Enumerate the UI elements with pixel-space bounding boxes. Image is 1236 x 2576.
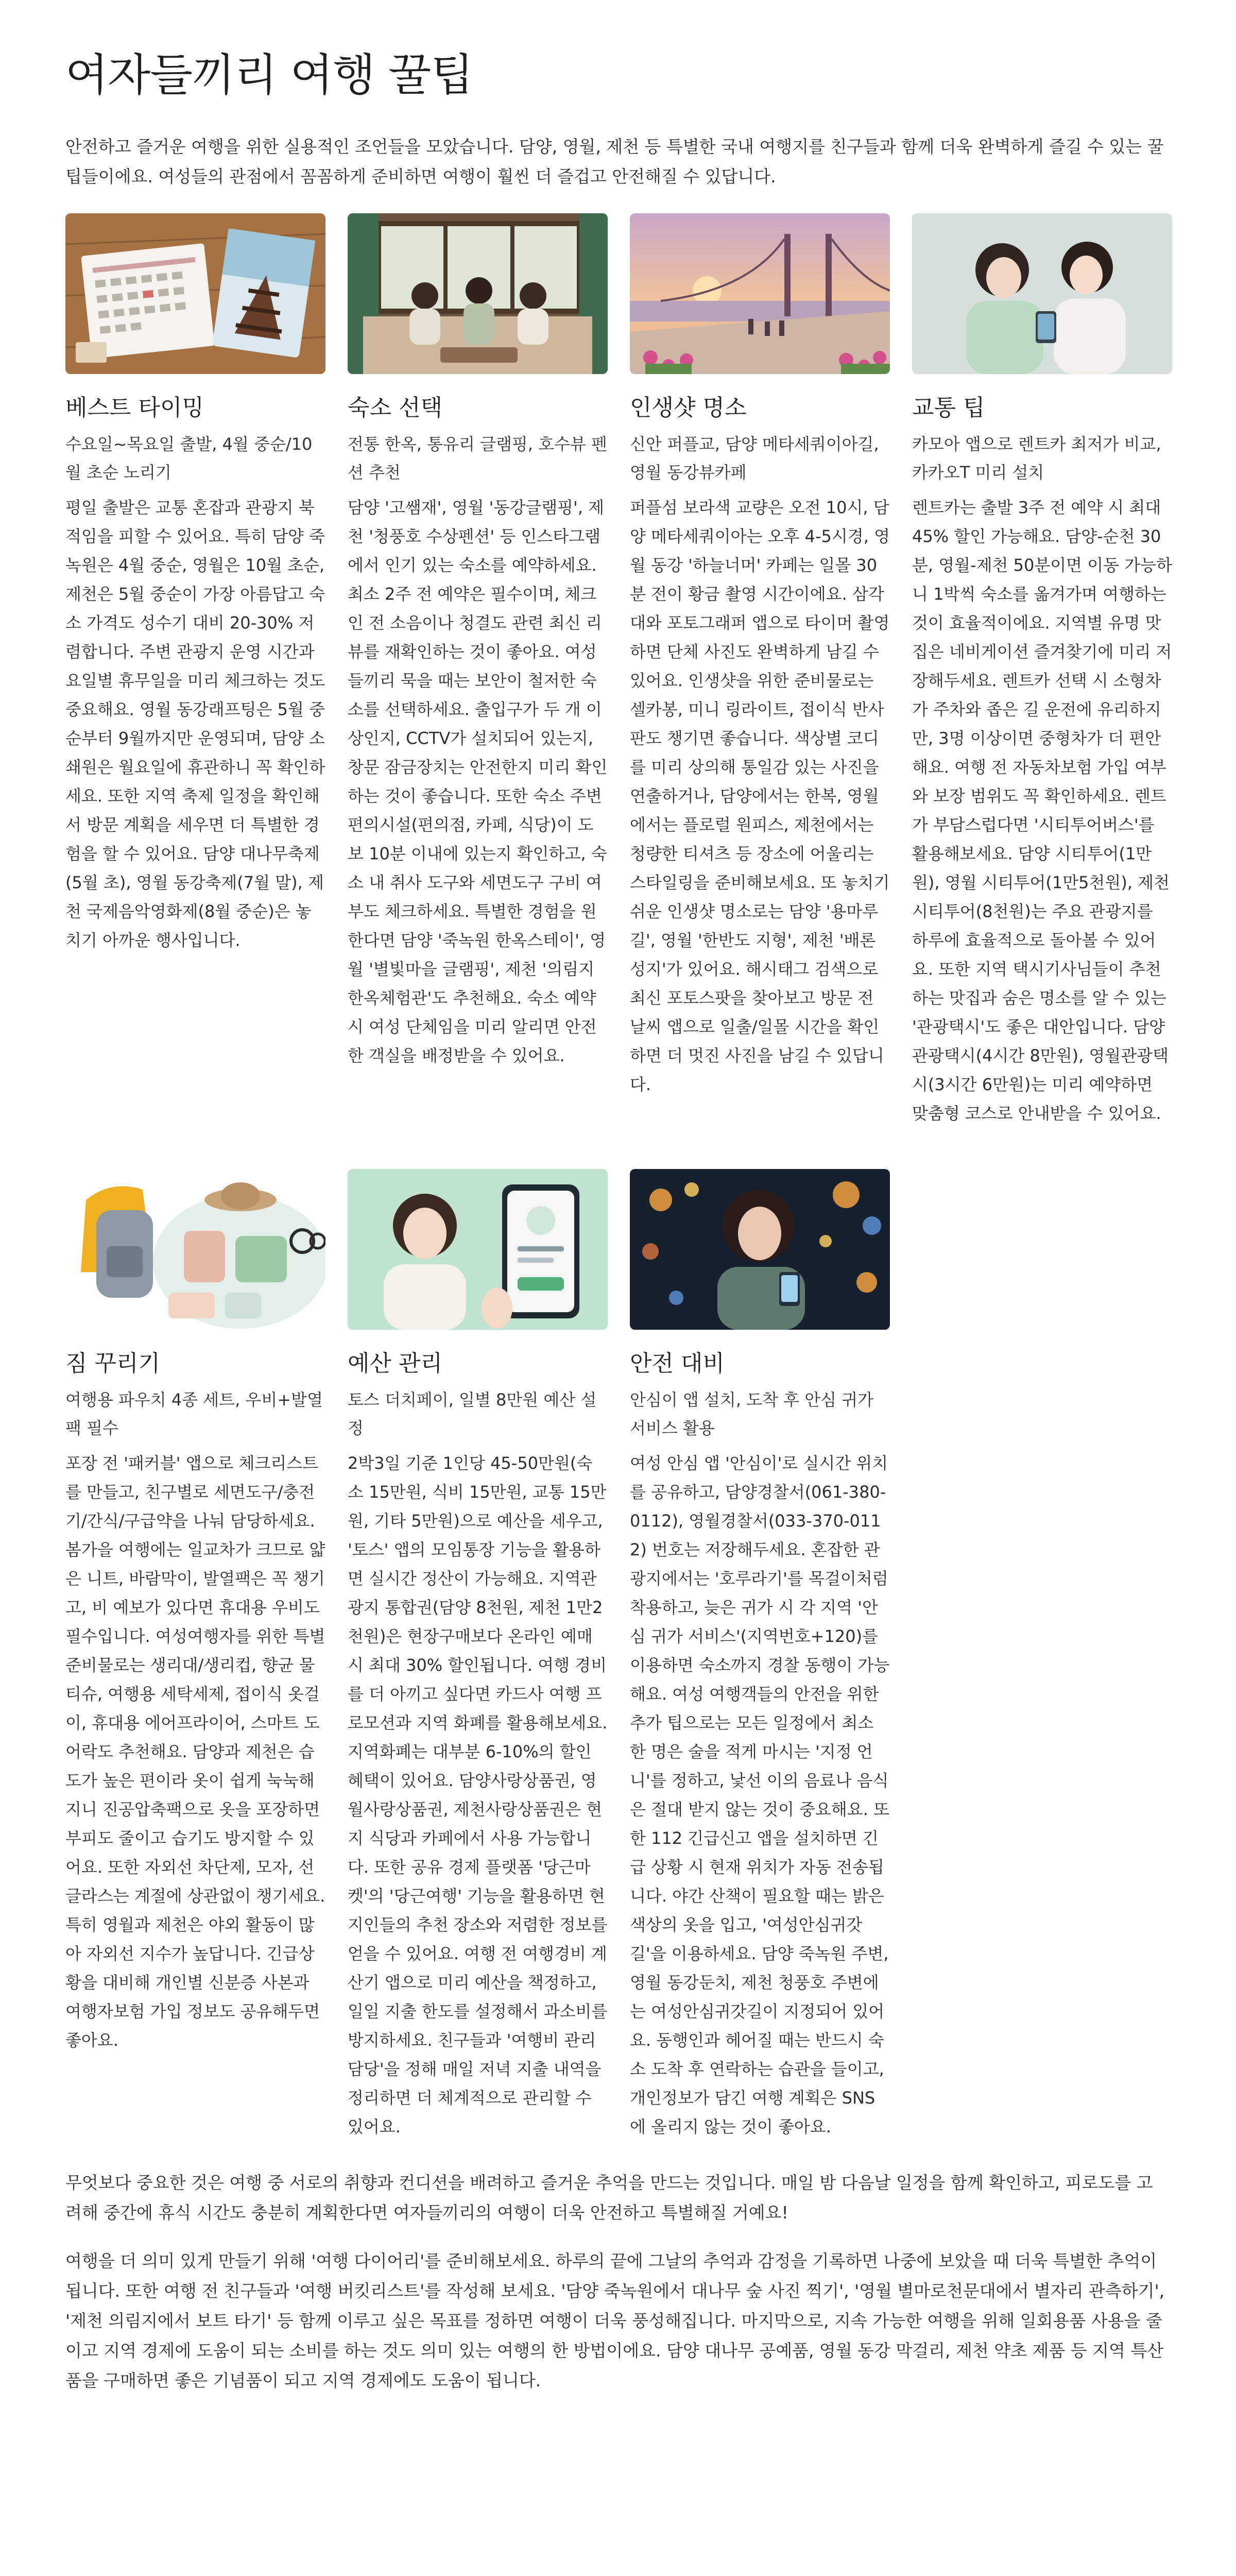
lodging-photo-illustration [348,213,608,374]
calendar-travel-photo [65,213,325,374]
card-subtitle: 카모아 앱으로 렌트카 최저가 비교, 카카오T 미리 설치 [912,434,1161,483]
card-body: 평일 출발은 교통 혼잡과 관광지 북적임을 피할 수 있어요. 특히 담양 죽녹원은 4월 중순, 영월은 10월 초순, 제천은 5월 중순이 가장 아름답고 숙소 가격도 성수기 대비 20-30% 저렴합니다. 주변 관광지 운영 시간과 요일별 휴무일을 미리 체크하는 것도 중요해요. 영월 동강래프팅은 5월 중순부터 9월까지만 운영되며, 담양 소쇄원은 월요일에 휴관하니 꼭 확인하세요. 또한 지역 축제 일정을 확인해서 방문 계획을 세우면 더 특별한 경험을 할 수 있어요. 담양 대나무축제(5월 초), 영월 동강축제(7월 말), 제천 국제음악영화제(8월 중순)은 놓치기 아까운 행사입니다. [65,498,325,951]
card-body: 렌트카는 출발 3주 전 예약 시 최대 45% 할인 가능해요. 담양-순천 30분, 영월-제천 50분이면 이동 가능하니 1박씩 숙소를 옮겨가며 여행하는 것이 효율적이에요. 지역별 유명 맛집은 네비게이션 즐겨찾기에 미리 저장해두세요. 렌트카 선택 시 소형차가 주차와 좁은 길 운전에 유리하지만, 3명 이상이면 중형차가 더 편안해요. 여행 전 자동차보험 가입 여부와 보장 범위도 꼭 확인하세요. 렌트가 부담스럽다면 '시티투어버스'를 활용해보세요. 담양 시티투어(1만원), 영월 시티투어(1만5천원), 제천 시티투어(8천원)는 주요 관광지를 하루에 효율적으로 돌아볼 수 있어요. 또한 지역 택시기사님들이 추천하는 맛집과 숨은 명소를 알 수 있는 '관광택시'도 좋은 대안입니다. 담양 관광택시(4시간 8만원), 영월관광택시(3시간 6만원)는 미리 예약하면 맞춤형 코스로 안내받을 수 있어요. [912,498,1172,1124]
bridge-photo-illustration [630,213,890,374]
intro-paragraph: 안전하고 즐거운 여행을 위한 실용적인 조언들을 모았습니다. 담양, 영월, 제천 등 특별한 국내 여행지를 친구들과 함께 더욱 완벽하게 즐길 수 있는 꿀팁들이에요. 여성들의 관점에서 꼼꼼하게 준비하면 여행이 훨씬 더 즐겁고 안전해질 수 있답니다. [65,137,1164,187]
card-title: 교통 팁 [912,395,985,421]
phone-friends-illustration [912,213,1172,374]
closing-paragraph: 여행을 더 의미 있게 만들기 위해 '여행 다이어리'를 준비해보세요. 하루의 끝에 그날의 추억과 감정을 기록하면 나중에 보았을 때 더욱 특별한 추억이 됩니다. 또한 여행 전 친구들과 '여행 버킷리스트'를 작성해 보세요. '담양 죽녹원에서 대나무 숲 사진 찍기', '영월 별마로천문대에서 별자리 관측하기', '제천 의림지에서 보트 타기' 등 함께 이루고 싶은 목표를 정하면 여행이 더욱 풍성해집니다. 마지막으로, 지속 가능한 여행을 위해 일회용품 사용을 줄이고 지역 경제에 도움이 되는 소비를 하는 것도 의미 있는 여행의 한 방법이에요. 담양 대나무 공예품, 영월 동강 막걸리, 제천 약초 제품 등 지역 특산품을 구매하면 좋은 기념품이 되고 지역 경제에도 도움이 됩니다. [65,2251,1165,2391]
tip-card-timing [65,213,325,1128]
friends-lodging-photo [348,213,608,374]
night-phone-illustration [630,1169,890,1330]
packing-illustration [65,1169,325,1330]
card-title: 인생샷 명소 [630,395,747,421]
card-subtitle: 안심이 앱 설치, 도착 후 안심 귀가 서비스 활용 [630,1390,874,1438]
tip-card-budget [348,1169,608,2141]
calendar-photo-illustration [65,213,325,374]
card-body: 포장 전 '패커블' 앱으로 체크리스트를 만들고, 친구별로 세면도구/충전기/간식/구급약을 나눠 담당하세요. 봄가을 여행에는 일교차가 크므로 얇은 니트, 바람막이, 발열팩은 꼭 챙기고, 비 예보가 있다면 휴대용 우비도 필수입니다. 여성여행자를 위한 특별 준비물로는 생리대/생리컵, 향균 물티슈, 여행용 세탁세제, 접이식 옷걸이, 휴대용 에어프라이어, 스마트 도어락도 추천해요. 담양과 제천은 습도가 높은 편이라 옷이 쉽게 눅눅해지니 진공압축팩으로 옷을 포장하면 부피도 줄이고 습기도 방지할 수 있어요. 또한 자외선 차단제, 모자, 선글라스는 계절에 상관없이 챙기세요. 특히 영월과 제천은 야외 활동이 많아 자외선 지수가 높답니다. 긴급상황을 대비해 개인별 신분증 사본과 여행자보험 가입 정보도 공유해두면 좋아요. [65,1453,325,2050]
card-body: 여성 안심 앱 '안심이'로 실시간 위치를 공유하고, 담양경찰서(061-380-0112), 영월경찰서(033-370-0112) 번호는 저장해두세요. 혼잡한 관광지에서는 '호루라기'를 목걸이처럼 착용하고, 늦은 귀가 시 각 지역 '안심 귀가 서비스'(지역번호+120)를 이용하면 숙소까지 경찰 동행이 가능해요. 여성 여행객들의 안전을 위한 추가 팁으로는 모든 일정에서 최소 한 명은 술을 적게 마시는 '지정 언니'를 정하고, 낯선 이의 음료나 음식은 절대 받지 않는 것이 중요해요. 또한 112 긴급신고 앱을 설치하면 긴급 상황 시 현재 위치가 자동 전송됩니다. 야간 산책이 필요할 때는 밝은 색상의 옷을 입고, '여성안심귀갓길'을 이용하세요. 담양 죽녹원 주변, 영월 동강둔치, 제천 청풍호 주변에는 여성안심귀갓길이 지정되어 있어요. 동행인과 헤어질 때는 반드시 숙소 도착 후 연락하는 습관을 들이고, 개인정보가 담긴 여행 계획은 SNS에 올리지 않는 것이 좋아요. [630,1453,890,2137]
card-subtitle: 수요일~목요일 출발, 4월 중순/10월 초순 노리기 [65,434,313,483]
tip-card-transport [912,213,1172,1128]
card-title: 짐 꾸리기 [65,1350,161,1377]
budget-app-photo [348,1169,608,1330]
card-title: 숙소 선택 [348,395,443,421]
tip-card-photo-spots [630,213,890,1128]
page-title: 여자들끼리 여행 꿀팁 [65,49,473,101]
tip-card-packing [65,1169,325,2141]
budget-app-illustration [348,1169,608,1330]
packing-items-photo [65,1169,325,1330]
card-subtitle: 토스 더치페이, 일별 8만원 예산 설정 [348,1390,597,1438]
card-subtitle: 여행용 파우치 4종 세트, 우비+발열팩 필수 [65,1390,323,1438]
tip-card-safety [630,1169,890,2141]
closing-section [65,2168,1169,2396]
night-phone-photo [630,1169,890,1330]
card-body: 2박3일 기준 1인당 45-50만원(숙소 15만원, 식비 15만원, 교통 15만원, 기타 5만원)으로 예산을 세우고, '토스' 앱의 모임통장 기능을 활용하면 실시간 정산이 가능해요. 지역관광지 통합권(담양 8천원, 제천 1만2천원)은 현장구매보다 온라인 예매 시 최대 30% 할인됩니다. 여행 경비를 더 아끼고 싶다면 카드사 여행 프로모션과 지역 화폐를 활용해보세요. 지역화폐는 대부분 6-10%의 할인 혜택이 있어요. 담양사랑상품권, 영월사랑상품권, 제천사랑상품권은 현지 식당과 카페에서 사용 가능합니다. 또한 공유 경제 플랫폼 '당근마켓'의 '당근여행' 기능을 활용하면 현지인들의 추천 장소와 저렴한 정보를 얻을 수 있어요. 여행 전 여행경비 계산기 앱으로 미리 예산을 책정하고, 일일 지출 한도를 설정해서 과소비를 방지하세요. 친구들과 '여행비 관리담당'을 정해 매일 저녁 지출 내역을 정리하면 더 체계적으로 관리할 수 있어요. [348,1453,608,2137]
card-title: 예산 관리 [348,1350,443,1377]
card-body: 퍼플섬 보라색 교량은 오전 10시, 담양 메타세쿼이아는 오후 4-5시경, 영월 동강 '하늘너머' 카페는 일몰 30분 전이 황금 촬영 시간이에요. 삼각대와 포토그래퍼 앱으로 타이머 촬영하면 단체 사진도 완벽하게 남길 수 있어요. 인생샷을 위한 준비물로는 셀카봉, 미니 링라이트, 접이식 반사판도 챙기면 좋습니다. 색상별 코디를 미리 상의해 통일감 있는 사진을 연출하거나, 담양에서는 한복, 영월에서는 플로럴 원피스, 제천에서는 청량한 티셔츠 등 장소에 어울리는 스타일링을 준비해보세요. 또 놓치기 쉬운 인생샷 명소로는 담양 '용마루길', 영월 '한반도 지형', 제천 '배론성지'가 있어요. 해시태그 검색으로 최신 포토스팟을 찾아보고 방문 전 날씨 앱으로 일출/일몰 시간을 확인하면 더 멋진 사진을 남길 수 있답니다. [630,498,890,1095]
card-subtitle: 전통 한옥, 통유리 글램핑, 호수뷰 펜션 추천 [348,434,607,483]
card-title: 베스트 타이밍 [65,395,204,421]
closing-paragraph: 무엇보다 중요한 것은 여행 중 서로의 취향과 컨디션을 배려하고 즐거운 추억을 만드는 것입니다. 매일 밤 다음날 일정을 함께 확인하고, 피로도를 고려해 중간에 휴식 시간도 충분히 계획한다면 여자들끼리의 여행이 더욱 안전하고 특별해질 거예요! [65,2173,1153,2223]
tips-grid [65,213,1172,2141]
friends-phone-photo [912,213,1172,374]
card-subtitle: 신안 퍼플교, 담양 메타세쿼이아길, 영월 동강뷰카페 [630,434,879,483]
bridge-sunset-photo [630,213,890,374]
tip-card-accommodation [348,213,608,1128]
card-body: 담양 '고쌤재', 영월 '동강글램핑', 제천 '청풍호 수상펜션' 등 인스타그램에서 인기 있는 숙소를 예약하세요. 최소 2주 전 예약은 필수이며, 체크인 전 소음이나 청결도 관련 최신 리뷰를 재확인하는 것이 좋아요. 여성들끼리 묵을 때는 보안이 철저한 숙소를 선택하세요. 출입구가 두 개 이상인지, CCTV가 설치되어 있는지, 창문 잠금장치는 안전한지 미리 확인하는 것이 좋습니다. 또한 숙소 주변 편의시설(편의점, 카페, 식당)이 도보 10분 이내에 있는지 확인하고, 숙소 내 취사 도구와 세면도구 구비 여부도 체크하세요. 특별한 경험을 원한다면 담양 '죽녹원 한옥스테이', 영월 '별빛마을 글램핑', 제천 '의림지 한옥체험관'도 추천해요. 숙소 예약 시 여성 단체임을 미리 알리면 안전한 객실을 배정받을 수 있어요. [348,498,608,1066]
card-title: 안전 대비 [630,1350,725,1377]
